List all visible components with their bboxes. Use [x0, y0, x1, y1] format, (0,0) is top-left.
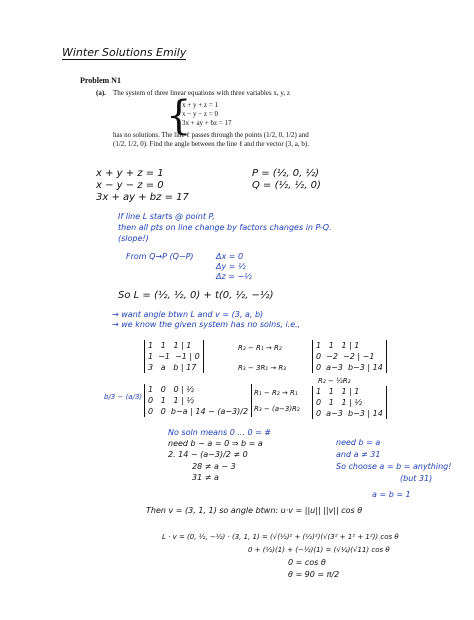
work-eq-3: 3x + ay + bz = 17 [96, 192, 189, 203]
system-brace: { [166, 93, 192, 139]
note-line-3: (slope!) [118, 234, 149, 243]
matrix-row: 1 1 1 | 1 [316, 341, 360, 350]
system-equation-1: x + y + z = 1 [182, 101, 218, 109]
matrix-row: 0 a−3 b−3 | 14 [316, 363, 383, 372]
then-line: Then v = (3, 1, 1) so angle btwn: u·v = ||u|| ||v|| cos θ [146, 506, 363, 515]
part-label: (a). [96, 89, 106, 97]
matrix-row: 3 a b | 17 [148, 363, 197, 372]
nosoln-line-2: need b − a = 0 ⇒ b = a [168, 439, 263, 448]
matrix-row: 0 a−3 b−3 | 14 [316, 409, 383, 418]
delta-x: Δx = 0 [216, 252, 244, 261]
problem-intro: The system of three linear equations with three variables x, y, z [113, 89, 291, 97]
problem-statement-line-1: has no solutions. The line ℓ passes through the points (1/2, 0, 1/2) and [113, 131, 309, 139]
from-label: From Q→P (Q−P) [126, 252, 194, 261]
augmented-matrix-2 [312, 340, 387, 373]
matrix-row: 1 1 1 | 1 [148, 341, 192, 350]
augmented-matrix-1 [144, 340, 204, 373]
problem-number: Problem N1 [80, 76, 121, 85]
matrix-row: 1 0 0 | ½ [148, 385, 195, 394]
nosoln-line-4: 28 ≠ a − 3 [192, 462, 236, 471]
system-equation-2: x − y − z = 0 [182, 110, 218, 118]
note-line-2: then all pts on line change by factors changes in P-Q. [118, 223, 332, 232]
side-note-3: So choose a = b = anything! [336, 462, 452, 471]
page-title: Winter Solutions Emily [62, 46, 187, 59]
matrix-row: 0 −2 −2 | −1 [316, 352, 375, 361]
line-equation: So L = (½, ½, 0) + t(0, ½, −½) [118, 290, 274, 301]
side-note-1: need b = a [336, 438, 381, 447]
delta-y: Δy = ½ [216, 262, 246, 271]
row-op-2: R₃ − 3R₁ → R₃ [238, 364, 287, 372]
point-Q: Q = (½, ½, 0) [252, 180, 321, 191]
nosoln-line-3: 2. 14 − (a−3)/2 ≠ 0 [168, 450, 248, 459]
choice-note: a = b = 1 [372, 490, 411, 499]
dot-line-1: L · v = (0, ½, −½) · (3, 1, 1) = (√(½)² + (½)²)(√(3² + 1² + 1²)) cos θ [162, 533, 399, 541]
system-equation-3: 3x + ay + bz = 17 [182, 119, 232, 127]
row-op-4: R₃ − (a−3)R₂ [254, 405, 300, 413]
dot-line-2: 0 + (½)(1) + (−½)(1) = (√¼)(√11) cos θ [248, 546, 390, 554]
know-note: → we know the given system has no solns, i.e., [112, 320, 301, 329]
row-op-1: R₂ − R₁ → R₂ [238, 344, 282, 352]
nosoln-line-5: 31 ≠ a [192, 473, 219, 482]
result-line-2: θ = 90 = π/2 [288, 570, 340, 579]
point-P: P = (½, 0, ½) [252, 168, 320, 179]
matrix-row: 0 0 b−a | 14 − (a−3)/2 [148, 407, 249, 416]
augmented-matrix-3 [144, 384, 252, 417]
row-op-mid: R₂ − ½R₂ [318, 377, 351, 385]
matrix-row: 1 −1 −1 | 0 [148, 352, 200, 361]
delta-z: Δz = −½ [216, 272, 252, 281]
nosoln-line-1: No soln means 0 ... 0 = # [168, 428, 272, 437]
side-note-4: (but 31) [400, 474, 433, 483]
work-eq-1: x + y + z = 1 [96, 168, 164, 179]
side-label: b/3 − (a/3) [104, 393, 143, 401]
row-op-3: R₁ − R₂ → R₁ [254, 389, 298, 397]
note-line-1: If line L starts @ point P, [118, 212, 215, 221]
problem-statement-line-2: (1/2, 1/2, 0). Find the angle between the line ℓ and the vector (3, a, b). [113, 140, 309, 148]
augmented-matrix-4 [312, 386, 387, 419]
side-note-2: and a ≠ 31 [336, 450, 381, 459]
work-eq-2: x − y − z = 0 [96, 180, 164, 191]
matrix-row: 1 1 1 | 1 [316, 387, 360, 396]
result-line-1: 0 = cos θ [288, 558, 326, 567]
matrix-row: 0 1 1 | ½ [316, 398, 363, 407]
matrix-row: 0 1 1 | ½ [148, 396, 195, 405]
want-note: → want angle btwn L and v = (3, a, b) [112, 310, 264, 319]
